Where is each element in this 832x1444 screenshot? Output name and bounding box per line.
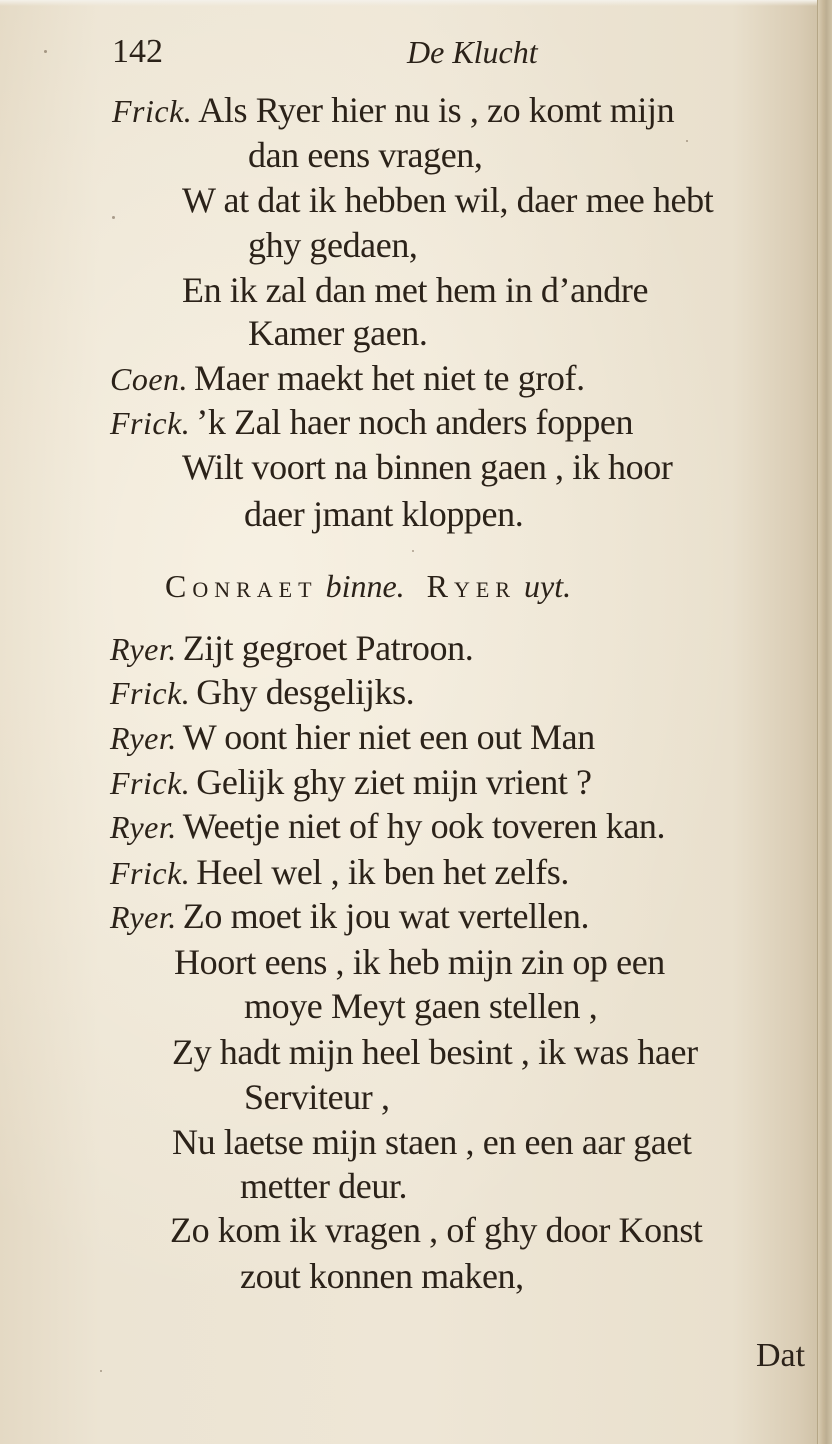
speaker-label: Ryer. — [110, 899, 177, 935]
exiting-character: Ryer — [426, 568, 516, 604]
dialogue-line — [172, 1032, 698, 1072]
entering-character: Conraet — [165, 568, 318, 604]
dialogue-line — [110, 806, 665, 847]
dialogue-line — [240, 1166, 407, 1206]
dialogue-text: metter deur. — [240, 1166, 408, 1206]
dialogue-text: Gelijk ghy ziet mijn vrient ? — [196, 762, 592, 802]
verse-text: Maer maekt het niet te grof. — [194, 358, 585, 398]
verse-line — [182, 270, 648, 310]
dialogue-text: Zo moet ik jou wat vertellen. — [182, 896, 590, 936]
dialogue-line — [110, 852, 569, 893]
dialogue-text: Zy hadt mijn heel besint , ik was haer — [172, 1032, 698, 1072]
verse-line — [248, 225, 418, 265]
verse-text: ghy gedaen, — [248, 225, 418, 265]
dialogue-text: Hoort eens , ik heb mijn zin op een — [174, 942, 665, 982]
speaker-label: Frick. — [110, 765, 191, 801]
page-top-edge — [0, 0, 832, 6]
dialogue-line — [244, 986, 597, 1026]
dialogue-text: Ghy desgelijks. — [196, 672, 415, 712]
verse-text: dan eens vragen, — [248, 135, 483, 175]
dialogue-line — [172, 1122, 692, 1162]
paper-speck — [412, 550, 414, 552]
speaker-label: Frick. — [110, 855, 191, 891]
page-number: 142 — [112, 33, 163, 70]
verse-line — [248, 313, 428, 353]
page-gutter-edge — [817, 0, 832, 1444]
catchword: Dat — [756, 1337, 806, 1374]
dialogue-line — [244, 1077, 390, 1117]
verse-line — [112, 90, 674, 131]
dialogue-line — [110, 672, 414, 713]
enter-word: binne. — [325, 568, 405, 604]
verse-line — [110, 402, 633, 443]
dialogue-text: Serviteur , — [244, 1077, 390, 1117]
dialogue-text: zout konnen maken, — [240, 1256, 524, 1296]
dialogue-text: Heel wel , ik ben het zelfs. — [196, 852, 569, 892]
dialogue-line — [110, 628, 473, 669]
verse-text: daer jmant kloppen. — [244, 494, 524, 534]
speaker-label: Frick. — [110, 405, 191, 441]
verse-line — [248, 135, 483, 175]
speaker-label: Ryer. — [110, 631, 177, 667]
dialogue-text: Nu laetse mijn staen , en een aar gaet — [172, 1122, 692, 1162]
dialogue-line — [170, 1210, 703, 1250]
dialogue-line — [110, 717, 595, 758]
speaker-label: Ryer. — [110, 720, 177, 756]
verse-line — [244, 494, 523, 534]
speaker-label: Frick. — [110, 675, 191, 711]
dialogue-line — [174, 942, 665, 982]
verse-line — [110, 358, 585, 399]
dialogue-line — [240, 1256, 524, 1296]
verse-text: Wilt voort na binnen gaen , ik hoor — [182, 447, 673, 487]
running-head — [0, 32, 832, 72]
dialogue-line — [110, 896, 589, 937]
paper-speck — [686, 140, 688, 142]
verse-text: En ik zal dan met hem in d’andre — [182, 270, 649, 310]
speaker-label: Ryer. — [110, 809, 177, 845]
stage-direction — [165, 566, 585, 606]
speaker-label: Coen. — [110, 361, 189, 397]
exit-word: uyt. — [524, 568, 572, 604]
dialogue-text: Weetje niet of hy ook toveren kan. — [182, 806, 666, 846]
verse-text: ’k Zal haer noch anders foppen — [196, 402, 634, 442]
dialogue-text: W oont hier niet een out Man — [182, 717, 595, 757]
dialogue-line — [110, 762, 592, 803]
paper-speck — [100, 1370, 102, 1372]
paper-speck — [112, 216, 115, 219]
dialogue-text: moye Meyt gaen stellen , — [244, 986, 598, 1026]
speaker-label: Frick. — [112, 93, 193, 129]
running-title: De Klucht — [407, 34, 538, 70]
verse-text: W at dat ik hebben wil, daer mee hebt — [182, 180, 714, 220]
dialogue-text: Zijt gegroet Patroon. — [182, 628, 474, 668]
verse-line — [182, 447, 672, 487]
verse-line — [182, 180, 713, 220]
verse-text: Als Ryer hier nu is , zo komt mijn — [198, 90, 675, 130]
dialogue-text: Zo kom ik vragen , of ghy door Konst — [170, 1210, 703, 1250]
verse-text: Kamer gaen. — [248, 313, 428, 353]
